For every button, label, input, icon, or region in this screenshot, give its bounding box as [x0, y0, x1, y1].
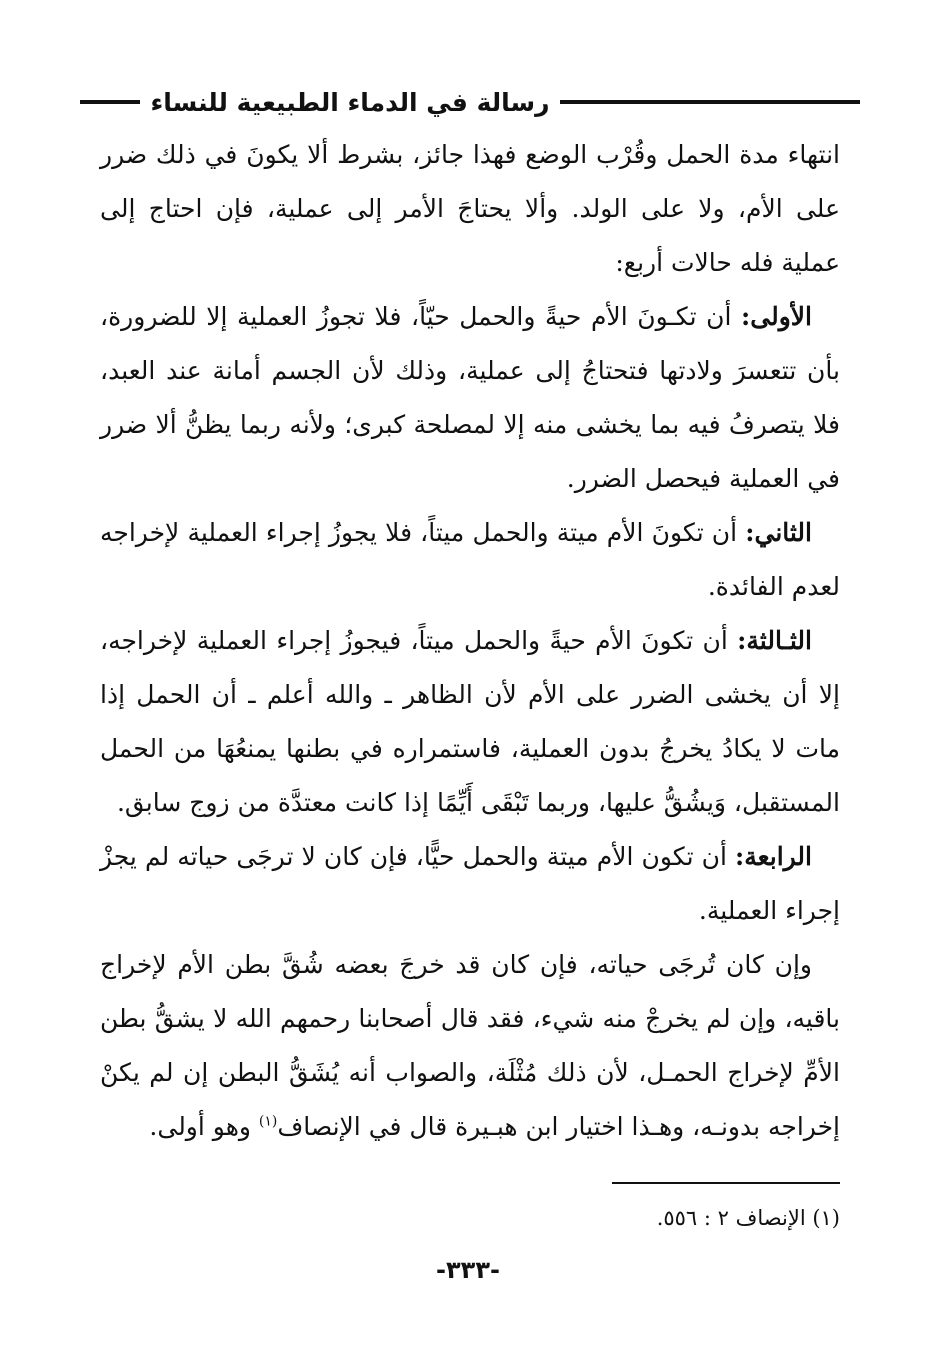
paragraph-case-3 [100, 614, 840, 830]
footnote: (١) الإنصاف ٢ : ٥٥٦. [656, 1206, 840, 1230]
case-2-label: الثاني: [745, 518, 812, 547]
case-4-label: الرابعة: [735, 842, 812, 871]
header-rule-right [560, 100, 860, 104]
paragraph-case-4 [100, 830, 840, 938]
conclusion-text: وإن كان تُرجَى حياته، فإن كان قد خرجَ بعضه شُقَّ بطن الأم لإخراج باقيه، وإن لم يخرجْ منه شيء، فقد قال أصحابنا رحمهم الله لا يشقُّ بطن الأمِّ لإخراج الحمـل، لأن ذلك مُثْلَة، والصواب أنه يُشَقُّ البطن إن لم يكنْ إخراجه بدونـه، وهـذا اختيار ابن هبـيرة قال في الإنصاف [100, 950, 840, 1141]
paragraph-intro: انتهاء مدة الحمل وقُرْب الوضع فهذا جائز، بشرط ألا يكونَ في ذلك ضرر على الأم، ولا على الولد. وألا يحتاجَ الأمر إلى عملية، فإن احتاج إلى عملية فله حالات أربع: [100, 140, 840, 277]
paragraph-case-1 [100, 290, 840, 506]
header-title: رسالة في الدماء الطبيعية للنساء [150, 87, 550, 117]
main-text [100, 128, 840, 1154]
case-1-label: الأولى: [741, 302, 812, 331]
case-1-text: أن تكـونَ الأم حيةً والحمل حيّاً، فلا تجوزُ العملية إلا للضرورة، بأن تتعسرَ ولادتها فتحتاجُ إلى عملية، وذلك لأن الجسم أمانة عند العبد، فلا يتصرفُ فيه بما يخشى منه إلا لمصلحة كبرى؛ ولأنه ربما يظنُّ ألا ضرر في العملية فيحصل الضرر. [100, 302, 840, 493]
header-rule-left [80, 100, 140, 104]
case-2-text: أن تكونَ الأم ميتة والحمل ميتاً، فلا يجوزُ إجراء العملية لإخراجه لعدم الفائدة. [100, 518, 840, 601]
case-4-text: أن تكون الأم ميتة والحمل حيًّا، فإن كان لا ترجَى حياته لم يجزْ إجراء العملية. [100, 842, 840, 925]
page-number: -٣٣٣- [436, 1256, 500, 1284]
case-3-text: أن تكونَ الأم حيةً والحمل ميتاً، فيجوزُ إجراء العملية لإخراجه، إلا أن يخشى الضرر على الأم لأن الظاهر ـ والله أعلم ـ أن الحمل إذا مات لا يكادُ يخرجُ بدون العملية، فاستمراره في بطنها يمنعُهَا من الحمل المستقبل، وَيشُقُّ عليها، وربما تَبْقَى أَيِّمًا إذا كانت معتدَّة من زوج سابق. [100, 626, 840, 817]
paragraph-case-2 [100, 506, 840, 614]
footnote-separator [612, 1182, 840, 1184]
paragraph-conclusion [100, 938, 840, 1154]
conclusion-end: وهو أولى. [149, 1112, 259, 1141]
footnote-reference: (١) [258, 1113, 278, 1130]
case-3-label: الثـالثة: [737, 626, 812, 655]
running-header [100, 82, 840, 122]
